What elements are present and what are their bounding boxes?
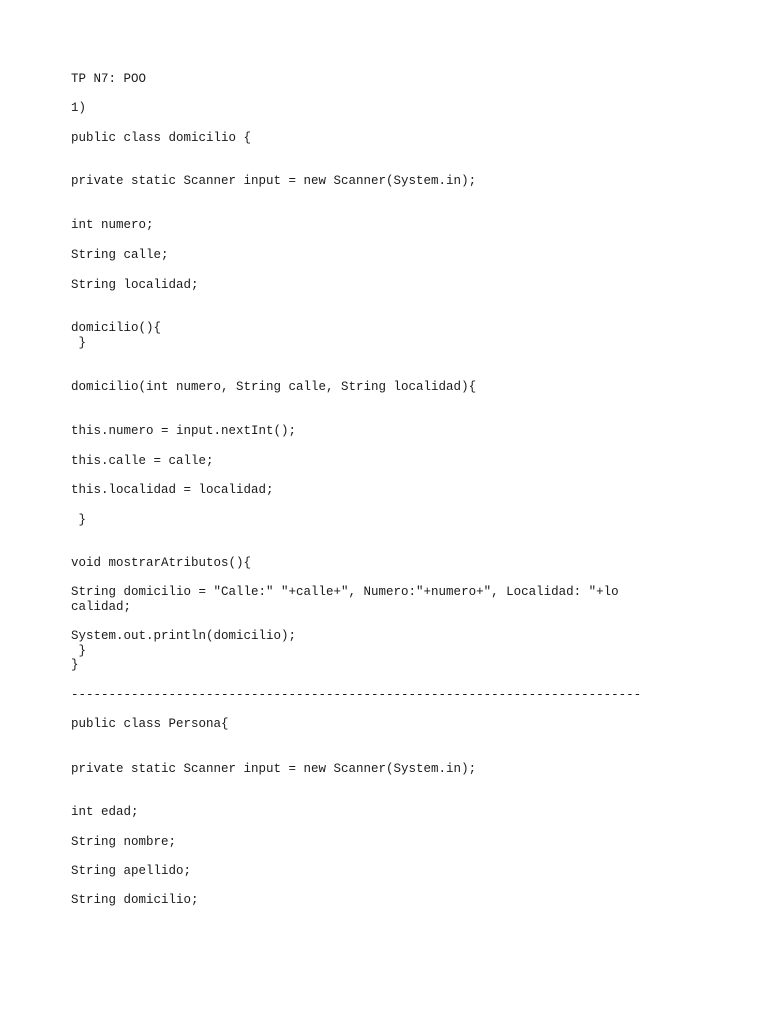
- code-line: String domicilio;: [71, 893, 199, 907]
- code-line: }: [71, 658, 79, 672]
- code-line: }: [71, 336, 87, 350]
- code-line: private static Scanner input = new Scanner(System.in);: [71, 762, 477, 776]
- code-line: String localidad;: [71, 278, 199, 292]
- code-line: public class domicilio {: [71, 131, 252, 145]
- code-line: }: [71, 644, 87, 658]
- code-line: String nombre;: [71, 835, 177, 849]
- code-line: String domicilio = "Calle:" "+calle+", Numero:"+numero+", Localidad: "+lo: [71, 585, 619, 599]
- code-line: int numero;: [71, 218, 154, 232]
- code-line: String apellido;: [71, 864, 192, 878]
- code-line: this.calle = calle;: [71, 454, 214, 468]
- code-line: void mostrarAtributos(){: [71, 556, 252, 570]
- code-line: private static Scanner input = new Scanner(System.in);: [71, 174, 477, 188]
- code-line: domicilio(int numero, String calle, String localidad){: [71, 380, 477, 394]
- code-line: System.out.println(domicilio);: [71, 629, 297, 643]
- separator-line: ----------------------------------------------------------------------------: [71, 688, 642, 702]
- code-line: calidad;: [71, 600, 132, 614]
- code-line: domicilio(){: [71, 321, 162, 335]
- doc-title: TP N7: POO: [71, 72, 147, 86]
- code-line: this.numero = input.nextInt();: [71, 424, 297, 438]
- code-line: String calle;: [71, 248, 169, 262]
- code-line: int edad;: [71, 805, 139, 819]
- code-line: this.localidad = localidad;: [71, 483, 274, 497]
- section-number: 1): [71, 101, 87, 115]
- code-line: public class Persona{: [71, 717, 229, 731]
- code-line: }: [71, 513, 87, 527]
